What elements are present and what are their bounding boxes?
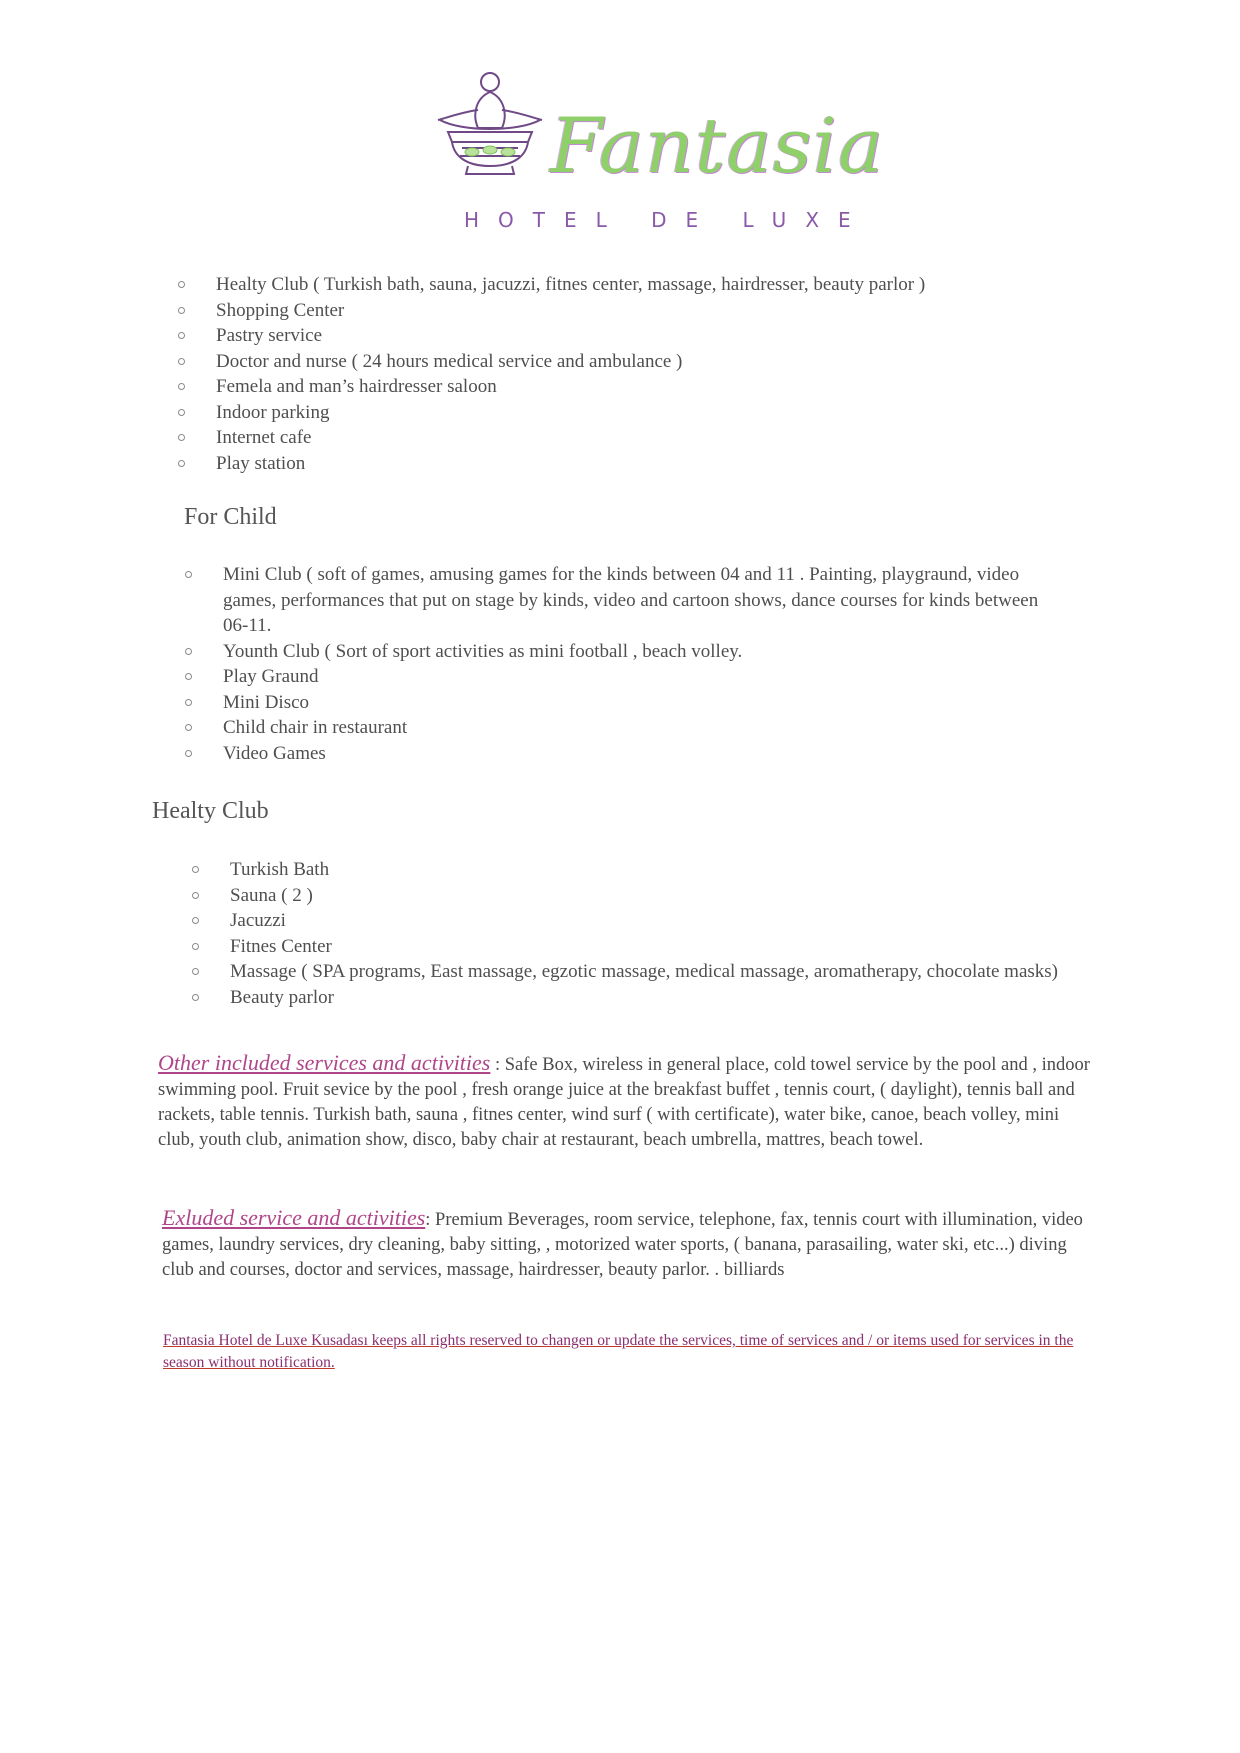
bullet-icon xyxy=(178,460,185,467)
list-item: Beauty parlor xyxy=(192,985,1092,1011)
bullet-icon xyxy=(192,892,199,899)
list-item: Pastry service xyxy=(178,323,1058,349)
list-item: Play Graund xyxy=(185,664,1065,690)
bullet-icon xyxy=(185,673,192,680)
bullet-icon xyxy=(185,724,192,731)
healty-club-list xyxy=(192,857,1092,1010)
bullet-icon xyxy=(185,648,192,655)
list-item: Sauna ( 2 ) xyxy=(192,883,1092,909)
list-item: Fitnes Center xyxy=(192,934,1092,960)
list-item: Massage ( SPA programs, East massage, egzotic massage, medical massage, aromatherapy, chocolate masks) xyxy=(192,959,1092,985)
bullet-icon xyxy=(192,943,199,950)
list-item: Doctor and nurse ( 24 hours medical service and ambulance ) xyxy=(178,349,1058,375)
list-item: Femela and man’s hairdresser saloon xyxy=(178,374,1058,400)
meditating-figure-icon xyxy=(432,70,552,190)
bullet-icon xyxy=(185,571,192,578)
list-item: Jacuzzi xyxy=(192,908,1092,934)
bullet-icon xyxy=(192,866,199,873)
bullet-icon xyxy=(178,409,185,416)
list-item: Healty Club ( Turkish bath, sauna, jacuzzi, fitnes center, massage, hairdresser, beauty parlor ) xyxy=(178,272,1058,298)
list-item: Shopping Center xyxy=(178,298,1058,324)
for-child-list xyxy=(185,562,1065,766)
healty-club-heading: Healty Club xyxy=(152,798,269,824)
list-item: Younth Club ( Sort of sport activities as mini football , beach volley. xyxy=(185,639,1065,665)
bullet-icon xyxy=(192,994,199,1001)
list-item: Video Games xyxy=(185,741,1065,767)
bullet-icon xyxy=(185,699,192,706)
excluded-text: : Premium Beverages, room service, telephone, fax, tennis court with illumination, video games, laundry services, dry cleaning, baby sitting, , motorized water sports, ( banana, parasailing, water ski, etc...) diving club and courses, doctor and services, massage, hairdresser, beauty parlor. . billiards xyxy=(162,1210,1083,1280)
list-item: Mini Club ( soft of games, amusing games for the kinds between 04 and 11 . Painting, playgraund, video games, performances that put on stage by kinds, video and cartoon shows, dance courses for kinds between 06-11. xyxy=(185,562,1065,639)
bullet-icon xyxy=(178,358,185,365)
other-included-paragraph xyxy=(158,1050,1098,1153)
excluded-title: Exluded service and activities xyxy=(162,1205,426,1230)
bullet-icon xyxy=(178,383,185,390)
for-child-heading: For Child xyxy=(184,504,277,530)
bullet-icon xyxy=(178,307,185,314)
list-item: Turkish Bath xyxy=(192,857,1092,883)
logo-subtitle: HOTEL DE LUXE xyxy=(464,208,870,232)
logo-wordmark: Fantasia xyxy=(550,101,885,190)
bullet-icon xyxy=(185,750,192,757)
hotel-logo xyxy=(432,70,885,240)
bullet-icon xyxy=(192,968,199,975)
list-item: Indoor parking xyxy=(178,400,1058,426)
bullet-icon xyxy=(178,434,185,441)
list-item: Internet cafe xyxy=(178,425,1058,451)
bullet-icon xyxy=(178,281,185,288)
general-services-list xyxy=(178,272,1058,476)
bullet-icon xyxy=(192,917,199,924)
list-item: Mini Disco xyxy=(185,690,1065,716)
list-item: Play station xyxy=(178,451,1058,477)
bullet-icon xyxy=(178,332,185,339)
list-item: Child chair in restaurant xyxy=(185,715,1065,741)
excluded-paragraph xyxy=(162,1205,1097,1283)
other-included-title: Other included services and activities xyxy=(158,1050,491,1075)
other-included-text: : Safe Box, wireless in general place, cold towel service by the pool and , indoor swimming pool. Fruit sevice by the pool , fresh orange juice at the breakfast buffet , tennis court, ( daylight), tennis ball and rackets, table tennis. Turkish bath, sauna , fitnes center, wind surf ( with certificate), water bike, canoe, beach volley, mini club, youth club, animation show, disco, baby chair at restaurant, beach umbrella, mattres, beach towel. xyxy=(158,1055,1090,1150)
rights-reserved-note: Fantasia Hotel de Luxe Kusadası keeps all rights reserved to changen or update the services, time of services and / or items used for services in the season without notification. xyxy=(163,1332,1074,1371)
